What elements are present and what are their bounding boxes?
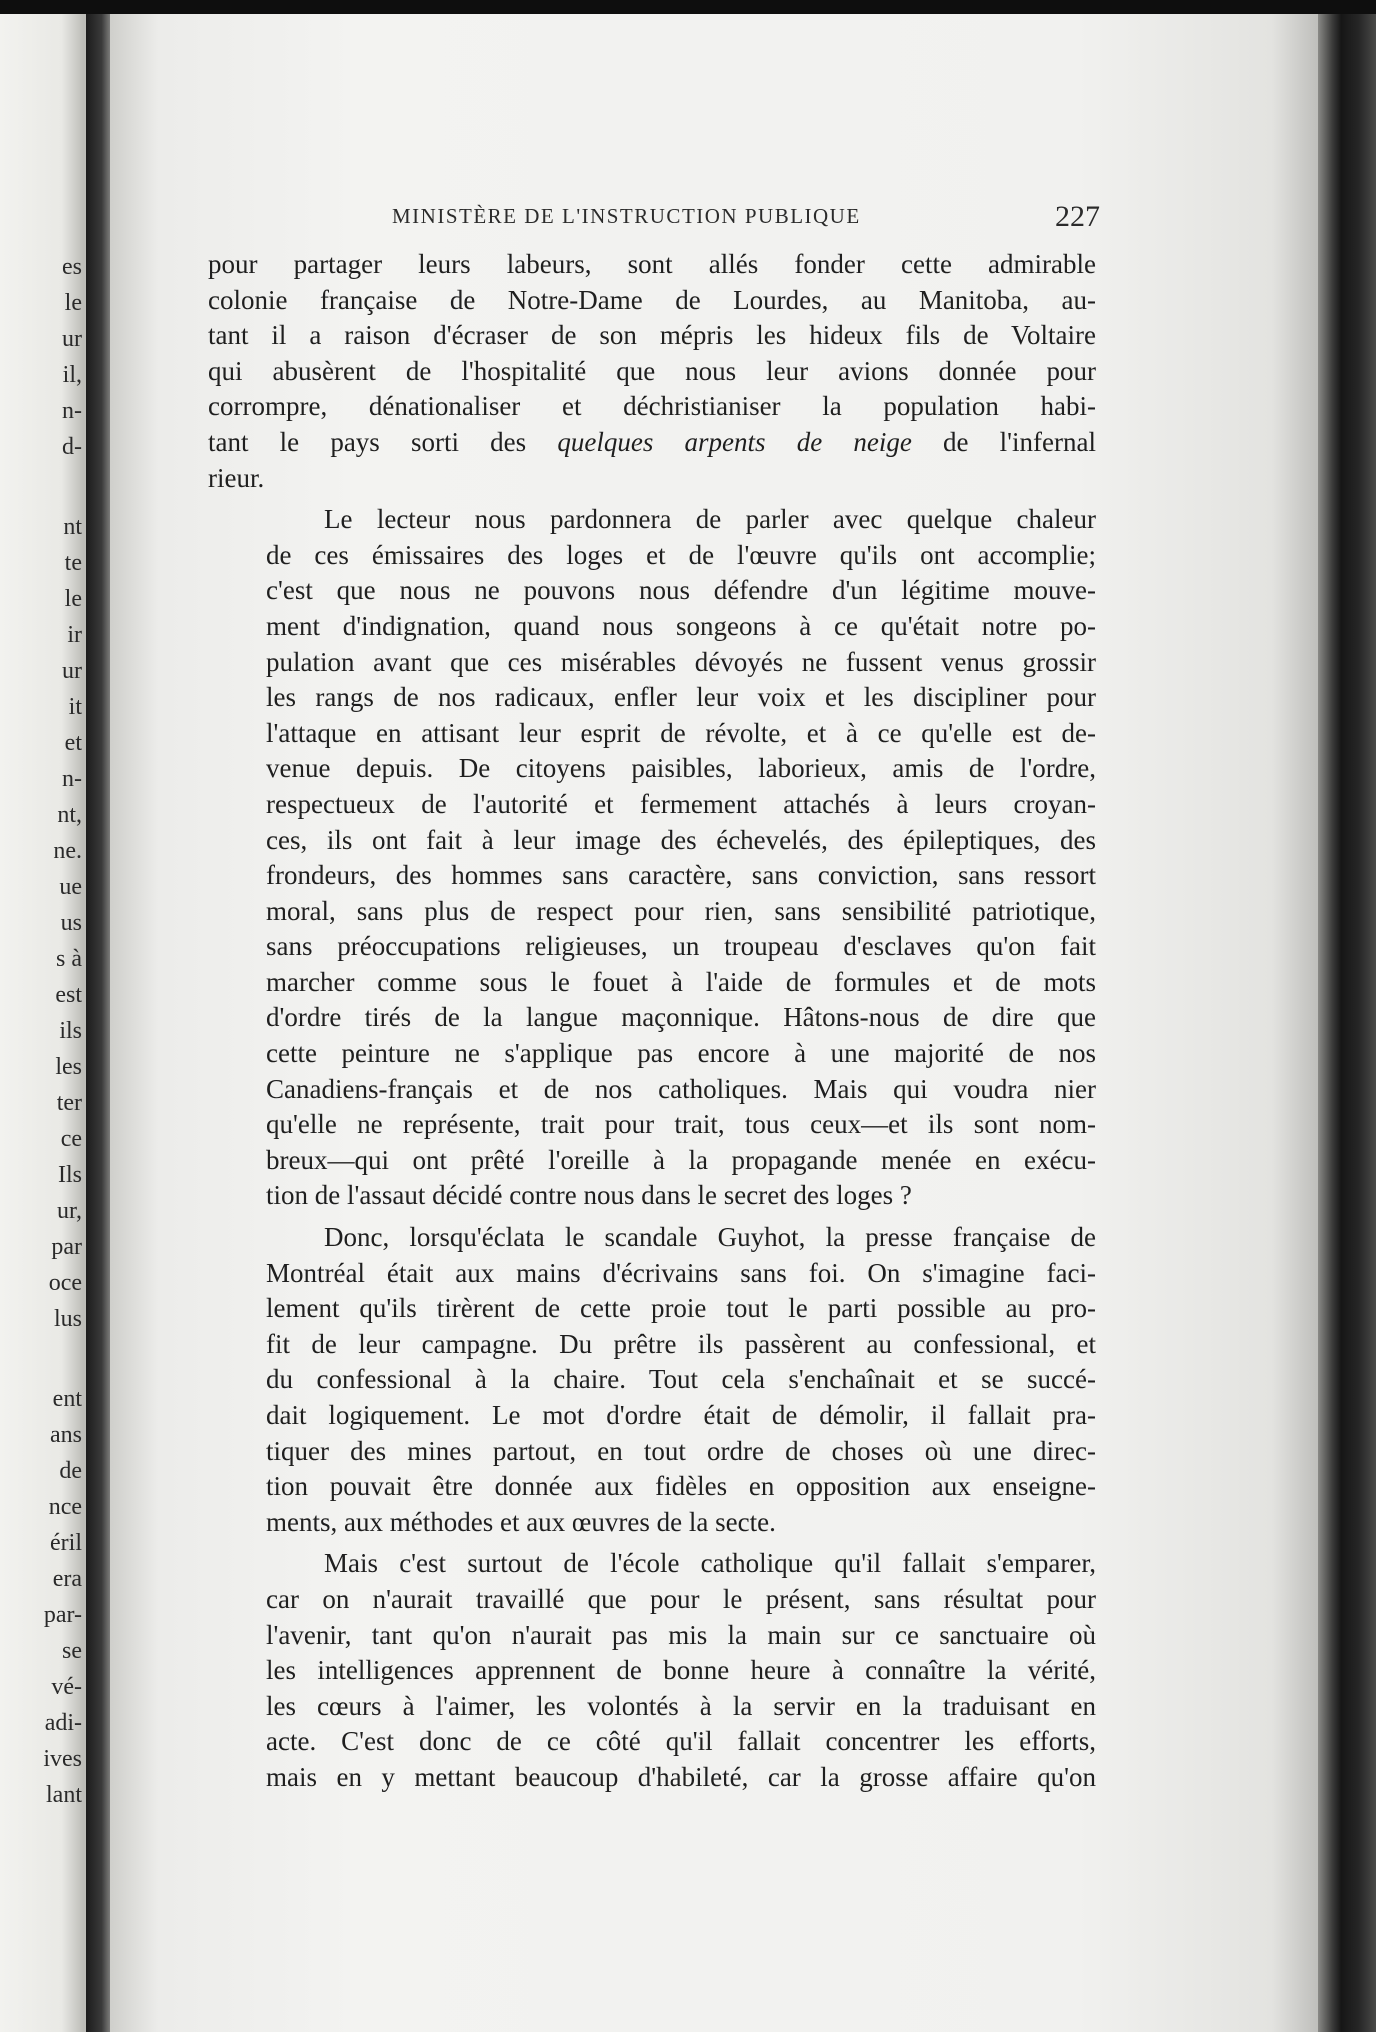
text-line <box>208 1760 1096 1796</box>
text-line <box>208 1469 1096 1505</box>
text-segment: de ces émissaires des loges et de l'œuvre qu'ils ont accomplie; <box>266 539 1096 570</box>
text-segment: respectueux de l'autorité et fermement attachés à leurs croyan- <box>266 788 1096 819</box>
text-line <box>208 1178 1096 1214</box>
text-segment: pour partager leurs labeurs, sont allés fonder cette admirable <box>208 249 1096 279</box>
text-line <box>208 425 1096 461</box>
facing-page-fragment: se <box>62 1638 82 1664</box>
text-line <box>208 573 1096 609</box>
facing-page-fragment: ue <box>59 874 82 900</box>
text-line <box>208 1362 1096 1398</box>
text-line <box>208 1618 1096 1654</box>
text-segment: ces, ils ont fait à leur image des échevelés, des épileptiques, des <box>266 824 1096 855</box>
text-line <box>208 894 1096 930</box>
facing-page-fragment: d- <box>62 434 82 460</box>
text-line <box>208 716 1096 752</box>
facing-page-fragment: es <box>62 254 82 280</box>
text-line <box>208 1000 1096 1036</box>
facing-page-fragment: nt <box>63 514 82 540</box>
italic-phrase: quelques arpents de neige <box>557 426 912 457</box>
text-line <box>208 283 1096 319</box>
text-line <box>208 1398 1096 1434</box>
facing-page-edge <box>0 14 88 2032</box>
facing-page-fragment: par- <box>43 1602 82 1628</box>
book-gutter <box>86 14 112 2032</box>
text-line <box>208 318 1096 354</box>
text-line <box>208 965 1096 1001</box>
text-line <box>208 538 1096 574</box>
text-segment: lement qu'ils tirèrent de cette proie tout le parti possible au pro- <box>266 1293 1096 1324</box>
page-edge-shadow <box>1318 14 1376 2032</box>
text-segment: corrompre, dénationaliser et déchristianiser la population habi- <box>208 391 1096 422</box>
text-line <box>208 751 1096 787</box>
text-segment: tion de l'assaut décidé contre nous dans le secret des loges ? <box>266 1180 912 1211</box>
text-segment: du confessional à la chaire. Tout cela s'enchaînait et se succé- <box>266 1364 1096 1395</box>
text-segment: tion pouvait être donnée aux fidèles en opposition aux enseigne- <box>266 1471 1096 1502</box>
facing-page-fragment: vé- <box>51 1674 82 1700</box>
paragraph <box>208 1546 1096 1795</box>
text-line <box>208 1072 1096 1108</box>
text-segment: rieur. <box>208 462 265 493</box>
text-segment: acte. C'est donc de ce côté qu'il fallait concentrer les efforts, <box>266 1726 1096 1757</box>
facing-page-fragment: ur <box>62 658 82 684</box>
running-head: MINISTÈRE DE L'INSTRUCTION PUBLIQUE <box>392 204 861 228</box>
text-line <box>208 1689 1096 1725</box>
text-line <box>208 1434 1096 1470</box>
text-segment: pulation avant que ces misérables dévoyés ne fussent venus grossir <box>266 646 1096 677</box>
text-segment: les cœurs à l'aimer, les volontés à la servir en la traduisant en <box>266 1690 1096 1721</box>
page-header <box>392 200 1100 236</box>
text-line <box>208 609 1096 645</box>
text-segment: breux—qui ont prêté l'oreille à la propagande menée en exécu- <box>266 1144 1096 1175</box>
text-segment: dait logiquement. Le mot d'ordre était de démolir, il fallait pra- <box>266 1400 1096 1430</box>
text-line <box>208 502 1096 538</box>
facing-page-fragment: par <box>51 1234 82 1260</box>
text-segment: l'avenir, tant qu'on n'aurait pas mis la main sur ce sanctuaire où <box>266 1619 1096 1650</box>
facing-page-fragment: ter <box>56 1090 82 1116</box>
text-segment: qu'elle ne représente, trait pour trait, tous ceux—et ils sont nom- <box>266 1109 1096 1140</box>
text-line <box>208 247 1096 283</box>
text-line <box>208 1256 1096 1292</box>
facing-page-fragment: nce <box>48 1494 82 1520</box>
facing-page-fragment: ent <box>52 1386 82 1412</box>
text-segment: car on n'aurait travaillé que pour le présent, sans résultat pour <box>266 1583 1096 1614</box>
text-segment: venue depuis. De citoyens paisibles, laborieux, amis de l'ordre, <box>266 753 1096 784</box>
facing-page-fragment: ans <box>50 1422 82 1448</box>
paragraph <box>208 502 1096 1214</box>
text-line <box>208 389 1096 425</box>
page-number: 227 <box>1055 200 1100 233</box>
text-segment: tant le pays sorti des <box>208 426 558 457</box>
text-line <box>208 1107 1096 1143</box>
facing-page-fragment: le <box>64 586 82 612</box>
text-line <box>208 461 1096 497</box>
text-line <box>208 680 1096 716</box>
paragraph <box>208 247 1096 496</box>
text-segment: l'attaque en attisant leur esprit de révolte, et à ce qu'elle est de- <box>266 717 1096 748</box>
facing-page-fragment: ils <box>59 1018 82 1044</box>
facing-page-fragment: nt, <box>57 802 82 828</box>
text-line <box>208 1582 1096 1618</box>
text-segment: ment d'indignation, quand nous songeons à ce qu'était notre po- <box>266 610 1096 641</box>
facing-page-fragment: de <box>59 1458 82 1484</box>
text-line <box>208 1327 1096 1363</box>
text-segment: c'est que nous ne pouvons nous défendre d'un légitime mouve- <box>266 575 1096 606</box>
facing-page-fragment: adi- <box>44 1710 82 1736</box>
facing-page-fragment: ne. <box>53 838 82 864</box>
text-line <box>208 1220 1096 1256</box>
text-segment: sans préoccupations religieuses, un troupeau d'esclaves qu'on fait <box>266 931 1096 962</box>
text-segment: tiquer des mines partout, en tout ordre de choses où une direc- <box>266 1435 1096 1466</box>
facing-page-fragment: n- <box>62 766 82 792</box>
text-segment: Donc, lorsqu'éclata le scandale Guyhot, la presse française de <box>324 1222 1096 1253</box>
text-line <box>208 1291 1096 1327</box>
text-line <box>208 1724 1096 1760</box>
text-segment: qui abusèrent de l'hospitalité que nous leur avions donnée pour <box>208 355 1096 386</box>
text-segment: Mais c'est surtout de l'école catholique qu'il fallait s'emparer, <box>324 1548 1096 1579</box>
facing-page-fragment: Ils <box>58 1162 82 1188</box>
facing-page-fragment: era <box>52 1566 82 1592</box>
facing-page-fragment: lus <box>53 1306 82 1332</box>
facing-page-fragment: et <box>64 730 82 756</box>
facing-page-fragment: te <box>64 550 82 576</box>
body-text <box>208 247 1096 1796</box>
text-segment: moral, sans plus de respect pour rien, sans sensibilité patriotique, <box>266 895 1096 926</box>
text-segment: cette peinture ne s'applique pas encore à une majorité de nos <box>266 1038 1096 1069</box>
facing-page-fragment: n- <box>62 398 82 424</box>
text-segment: les rangs de nos radicaux, enfler leur voix et les discipliner pour <box>266 682 1096 713</box>
text-line <box>208 1036 1096 1072</box>
text-segment: les intelligences apprennent de bonne heure à connaître la vérité, <box>266 1655 1096 1686</box>
text-line <box>208 1653 1096 1689</box>
facing-page-fragment: it <box>68 694 82 720</box>
facing-page-fragment: le <box>64 290 82 316</box>
facing-page-fragment: ur, <box>56 1198 82 1224</box>
text-line <box>208 929 1096 965</box>
text-line <box>208 645 1096 681</box>
text-line <box>208 1505 1096 1541</box>
facing-page-fragment: oce <box>48 1270 82 1296</box>
facing-page-fragment: us <box>60 910 82 936</box>
text-segment: marcher comme sous le fouet à l'aide de formules et de mots <box>266 966 1096 997</box>
text-segment: mais en y mettant beaucoup d'habileté, car la grosse affaire qu'on <box>266 1761 1096 1792</box>
facing-page-fragment: ce <box>60 1126 82 1152</box>
text-line <box>208 354 1096 390</box>
paragraph <box>208 1220 1096 1540</box>
facing-page-fragment: ur <box>62 326 82 352</box>
facing-page-fragment: ir <box>67 622 82 648</box>
facing-page-fragment: lant <box>46 1782 82 1808</box>
text-line <box>208 823 1096 859</box>
facing-page-fragment: s à <box>56 946 82 972</box>
facing-page-fragment: ives <box>43 1746 82 1772</box>
text-segment: frondeurs, des hommes sans caractère, sans conviction, sans ressort <box>266 860 1096 891</box>
text-segment: Le lecteur nous pardonnera de parler avec quelque chaleur <box>324 504 1096 535</box>
text-segment: Canadiens-français et de nos catholiques. Mais qui voudra nier <box>266 1073 1096 1104</box>
facing-page-fragment: les <box>55 1054 82 1080</box>
text-line <box>208 1546 1096 1582</box>
text-segment: de l'infernal <box>911 426 1096 457</box>
facing-page-fragment: est <box>55 982 82 1008</box>
text-segment: fit de leur campagne. Du prêtre ils passèrent au confessional, et <box>266 1328 1096 1359</box>
text-segment: Montréal était aux mains d'écrivains sans foi. On s'imagine faci- <box>266 1257 1096 1288</box>
text-segment: colonie française de Notre-Dame de Lourdes, au Manitoba, au- <box>208 284 1096 315</box>
text-segment: d'ordre tirés de la langue maçonnique. Hâtons-nous de dire que <box>266 1002 1096 1033</box>
text-line <box>208 858 1096 894</box>
text-line <box>208 787 1096 823</box>
text-line <box>208 1143 1096 1179</box>
text-segment: tant il a raison d'écraser de son mépris les hideux fils de Voltaire <box>208 320 1096 351</box>
facing-page-fragment: il, <box>62 362 82 388</box>
text-segment: ments, aux méthodes et aux œuvres de la secte. <box>266 1506 776 1537</box>
facing-page-fragment: éril <box>50 1530 82 1556</box>
